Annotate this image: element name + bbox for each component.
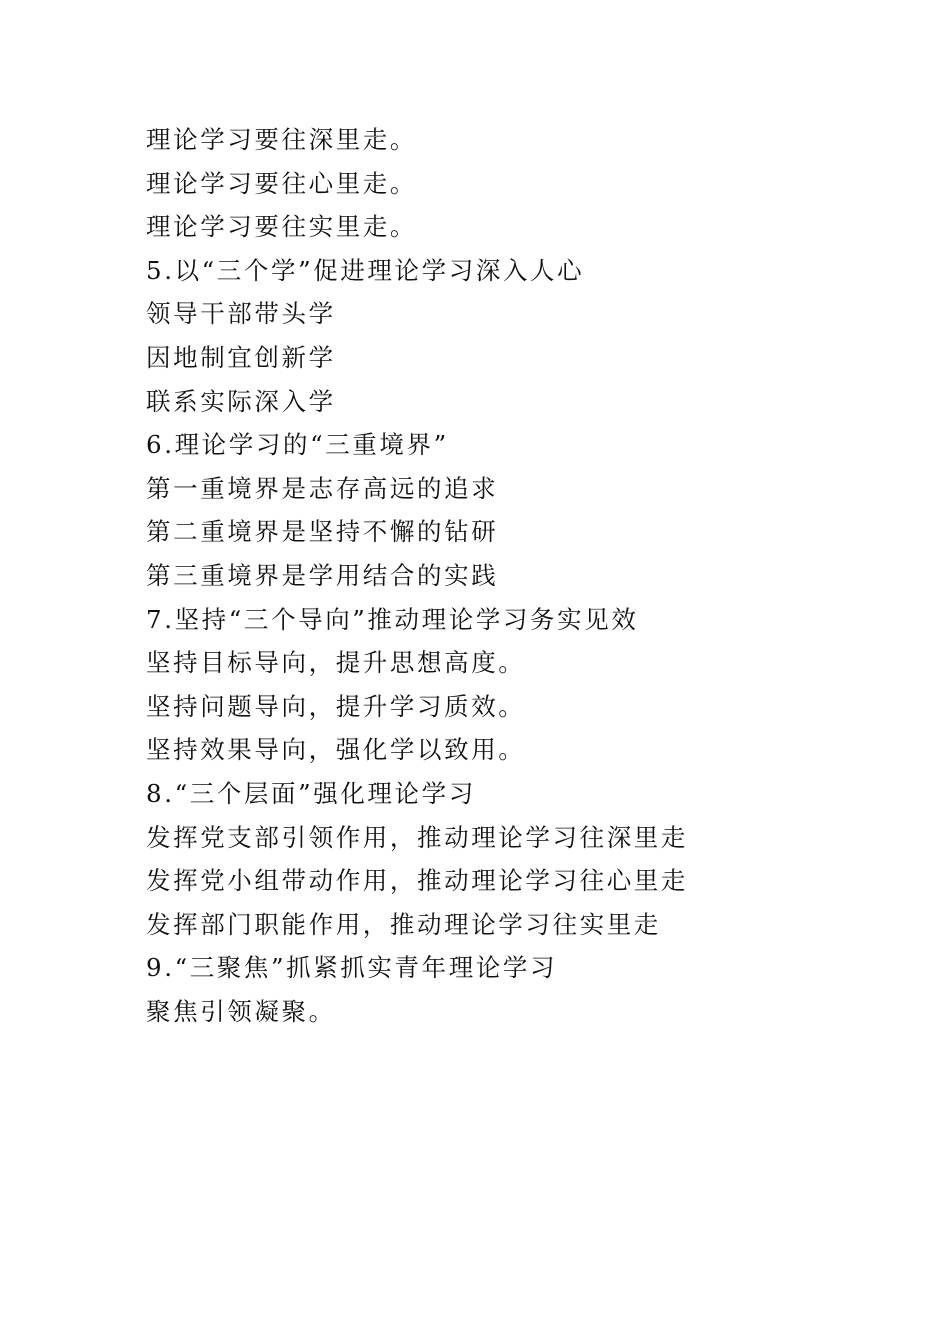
document-body: [146, 118, 846, 1033]
body-line: 理论学习要往深里走。: [146, 125, 417, 154]
section-heading: 9.“三聚焦”抓紧抓实青年理论学习: [146, 953, 558, 983]
body-line: 第一重境界是志存高远的追求: [146, 473, 499, 503]
body-line: 聚焦引领凝聚。: [146, 996, 336, 1026]
body-line: 第二重境界是坚持不懈的钻研: [146, 517, 499, 547]
body-line: 坚持效果导向，强化学以致用。: [146, 735, 526, 765]
section-heading: 7.坚持“三个导向”推动理论学习务实见效: [146, 604, 639, 634]
section-heading: 6.理论学习的“三重境界”: [146, 430, 449, 460]
body-line: 坚持问题导向，提升学习质效。: [146, 691, 526, 721]
body-line: 领导干部带头学: [146, 299, 336, 329]
body-line: 理论学习要往实里走。: [146, 212, 417, 242]
body-line: 联系实际深入学: [146, 386, 336, 416]
body-line: 理论学习要往心里走。: [146, 168, 417, 198]
body-line: 发挥党小组带动作用，推动理论学习往心里走: [146, 866, 688, 896]
body-line: 第三重境界是学用结合的实践: [146, 560, 499, 590]
section-heading: 5.以“三个学”促进理论学习深入人心: [146, 255, 585, 285]
section-heading: 8.“三个层面”强化理论学习: [146, 778, 476, 808]
body-line: 发挥部门职能作用，推动理论学习往实里走: [146, 909, 661, 939]
body-line: 坚持目标导向，提升思想高度。: [146, 648, 526, 678]
body-line: 发挥党支部引领作用，推动理论学习往深里走: [146, 822, 688, 852]
body-line: 因地制宜创新学: [146, 342, 336, 372]
